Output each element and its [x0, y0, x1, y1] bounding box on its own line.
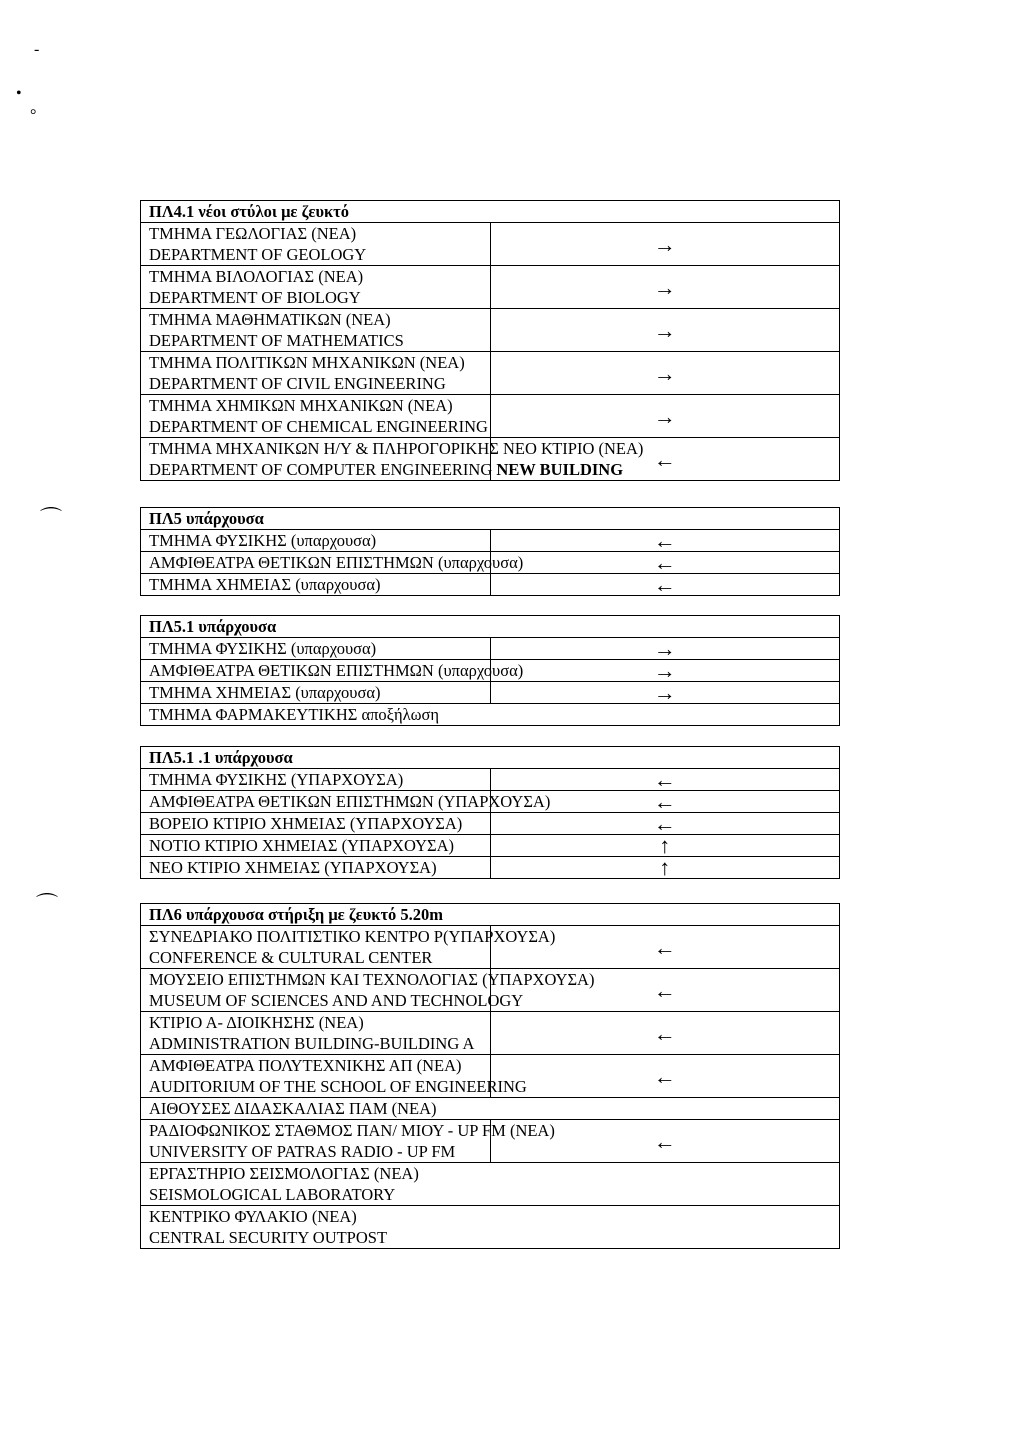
row-text: ΒΟΡΕΙΟ ΚΤΙΡΙΟ ΧΗΜΕΙΑΣ (ΥΠΑΡΧΟΥΣΑ): [141, 813, 491, 835]
arrow-left-icon: ←: [490, 1012, 840, 1055]
table-row: [141, 926, 840, 969]
row-text: ΤΜΗΜΑ ΧΗΜΕΙΑΣ (υπαρχουσα): [141, 574, 491, 596]
row-text: [141, 969, 595, 1012]
greek-name: ΚΕΝΤΡΙΚΟ ΦΥΛΑΚΙΟ (ΝΕΑ): [149, 1207, 357, 1226]
greek-name: ΕΡΓΑΣΤΗΡΙΟ ΣΕΙΣΜΟΛΟΓΙΑΣ (ΝΕΑ): [149, 1164, 419, 1183]
greek-name: ΚΤΙΡΙΟ Α- ΔΙΟΙΚΗΣΗΣ (ΝΕΑ): [149, 1013, 364, 1032]
english-name: CONFERENCE & CULTURAL CENTER: [149, 948, 433, 967]
table-row: [141, 969, 840, 1012]
row-text: ΤΜΗΜΑ ΦΥΣΙΚΗΣ (ΥΠΑΡΧΟΥΣΑ): [141, 769, 491, 791]
greek-name: ΡΑΔΙΟΦΩΝΙΚΟΣ ΣΤΑΘΜΟΣ ΠΑΝ/ ΜΙΟΥ - UP FM (ΝΕΑ): [149, 1121, 555, 1140]
english-name: DEPARTMENT OF CIVIL ENGINEERING: [149, 374, 446, 393]
row-text: ΑΜΦΙΘΕΑΤΡΑ ΘΕΤΙΚΩΝ ΕΠΙΣΤΗΜΩΝ (υπαρχουσα): [141, 660, 491, 682]
english-name: MUSEUM OF SCIENCES AND AND TECHNOLOGY: [149, 991, 524, 1010]
arrow-right-icon: →: [490, 660, 840, 682]
table-row: [141, 574, 840, 596]
table-row: [141, 813, 840, 835]
table-row: [141, 438, 840, 481]
greek-name: ΤΜΗΜΑ ΠΟΛΙΤΙΚΩΝ ΜΗΧΑΝΙΚΩΝ (ΝΕΑ): [149, 353, 465, 372]
arrow-left-icon: ←: [490, 1120, 840, 1163]
table-row: [141, 223, 840, 266]
arrow-left-icon: ←: [490, 791, 840, 813]
arrow-right-icon: →: [490, 682, 840, 704]
english-name: DEPARTMENT OF GEOLOGY: [149, 245, 367, 264]
table-row: [141, 1206, 840, 1249]
row-text: [141, 438, 644, 481]
scan-ring-mark: °: [30, 107, 37, 124]
table-row: [141, 1012, 840, 1055]
greek-name: ΤΜΗΜΑ ΒΙΛΟΛΟΓΙΑΣ (ΝΕΑ): [149, 267, 364, 286]
row-text: [141, 1120, 555, 1163]
bird-mark-icon: ⌒: [36, 892, 59, 917]
table-title: ΠΛ5.1 .1 υπάρχουσα: [141, 747, 840, 769]
arrow-right-icon: →: [490, 309, 840, 352]
greek-name: ΜΟΥΣΕΙΟ ΕΠΙΣΤΗΜΩΝ ΚΑΙ ΤΕΧΝΟΛΟΓΙΑΣ (ΥΠΑΡΧΟΥΣΑ): [149, 970, 595, 989]
arrow-right-icon: →: [490, 638, 840, 660]
greek-name: ΤΜΗΜΑ ΓΕΩΛΟΓΙΑΣ (ΝΕΑ): [149, 224, 357, 243]
greek-name: ΑΜΦΙΘΕΑΤΡΑ ΠΟΛΥΤΕΧΝΙΚΗΣ ΑΠ (ΝΕΑ): [149, 1056, 462, 1075]
arrow-left-icon: ←: [490, 552, 840, 574]
arrow-left-icon: ←: [490, 530, 840, 552]
table-pl5-1-1: [140, 746, 840, 879]
arrow-right-icon: →: [490, 395, 840, 438]
row-text: [141, 395, 491, 438]
arrow-left-icon: ←: [490, 813, 840, 835]
table-row: [141, 638, 840, 660]
table-row: [141, 769, 840, 791]
table-title: ΠΛ5.1 υπάρχουσα: [141, 616, 840, 638]
english-name-text: DEPARTMENT OF COMPUTER ENGINEERING: [149, 460, 493, 479]
table-pl6: [140, 903, 840, 1249]
table-row: [141, 352, 840, 395]
row-text: [141, 309, 491, 352]
greek-name: ΤΜΗΜΑ ΜΗΧΑΝΙΚΩΝ Η/Υ & ΠΛΗΡΟΓΟΡΙΚΗΣ ΝΕΟ ΚΤΙΡΙΟ (ΝΕΑ): [149, 439, 644, 458]
row-text: ΤΜΗΜΑ ΦΥΣΙΚΗΣ (υπαρχουσα): [141, 638, 491, 660]
scan-dash-mark: -: [34, 41, 40, 58]
arrow-left-icon: ←: [490, 926, 840, 969]
english-name: AUDITORIUM OF THE SCHOOL OF ENGINEERING: [149, 1077, 527, 1096]
arrow-right-icon: →: [490, 266, 840, 309]
row-text: ΤΜΗΜΑ ΦΑΡΜΑΚΕΥΤΙΚΗΣ αποξήλωση: [141, 704, 840, 726]
row-text: ΝΟΤΙΟ ΚΤΙΡΙΟ ΧΗΜΕΙΑΣ (ΥΠΑΡΧΟΥΣΑ): [141, 835, 491, 857]
arrow-left-icon: ←: [490, 969, 840, 1012]
row-text: ΑΜΦΙΘΕΑΤΡΑ ΘΕΤΙΚΩΝ ΕΠΙΣΤΗΜΩΝ (υπαρχουσα): [141, 552, 491, 574]
table-row: [141, 791, 840, 813]
row-text: [141, 1012, 491, 1055]
row-text: [141, 223, 491, 266]
row-text: [141, 1163, 840, 1206]
english-name: DEPARTMENT OF CHEMICAL ENGINEERING: [149, 417, 488, 436]
arrow-up-icon: ↑: [490, 835, 840, 857]
english-name: DEPARTMENT OF MATHEMATICS: [149, 331, 404, 350]
english-name: CENTRAL SECURITY OUTPOST: [149, 1228, 388, 1247]
greek-name: ΣΥΝΕΔΡΙΑΚΟ ΠΟΛΙΤΙΣΤΙΚΟ ΚΕΝΤΡΟ Ρ(ΥΠΑΡΧΟΥΣΑ): [149, 927, 556, 946]
row-text: ΑΜΦΙΘΕΑΤΡΑ ΘΕΤΙΚΩΝ ΕΠΙΣΤΗΜΩΝ (ΥΠΑΡΧΟΥΣΑ): [141, 791, 491, 813]
table-title: ΠΛ5 υπάρχουσα: [141, 508, 840, 530]
table-row: [141, 395, 840, 438]
table-pl5: [140, 507, 840, 596]
row-text: ΤΜΗΜΑ ΧΗΜΕΙΑΣ (υπαρχουσα): [141, 682, 491, 704]
table-row: [141, 1163, 840, 1206]
arrow-left-icon: ←: [490, 769, 840, 791]
scan-dot-mark: •: [16, 85, 22, 102]
row-text: [141, 352, 491, 395]
arrow-left-icon: ←: [490, 574, 840, 596]
arrow-right-icon: →: [490, 352, 840, 395]
english-name: ADMINISTRATION BUILDING-BUILDING A: [149, 1034, 475, 1053]
new-building-label: NEW BUILDING: [496, 460, 624, 479]
table-row: [141, 682, 840, 704]
table-row: [141, 857, 840, 879]
table-row: [141, 704, 840, 726]
english-name: SEISMOLOGICAL LABORATORY: [149, 1185, 396, 1204]
row-text: [141, 266, 491, 309]
arrow-left-icon: ←: [490, 438, 840, 481]
table-title: ΠΛ6 υπάρχουσα στήριξη με ζευκτό 5.20m: [141, 904, 840, 926]
row-text: [141, 1055, 527, 1098]
english-name: UNIVERSITY OF PATRAS RADIO - UP FM: [149, 1142, 456, 1161]
row-text: ΑΙΘΟΥΣΕΣ ΔΙΔΑΣΚΑΛΙΑΣ ΠΑΜ (ΝΕΑ): [141, 1098, 840, 1120]
row-text: [141, 1206, 840, 1249]
row-text: [141, 926, 556, 969]
table-title: ΠΛ4.1 νέοι στύλοι με ζευκτό: [141, 201, 840, 223]
table-row: [141, 266, 840, 309]
arrow-up-icon: ↑: [490, 857, 840, 879]
table-row: [141, 309, 840, 352]
english-name: [149, 459, 624, 480]
arrow-right-icon: →: [490, 223, 840, 266]
row-text: ΝΕΟ ΚΤΙΡΙΟ ΧΗΜΕΙΑΣ (ΥΠΑΡΧΟΥΣΑ): [141, 857, 491, 879]
table-row: [141, 1055, 840, 1098]
table-row: [141, 1120, 840, 1163]
row-text: ΤΜΗΜΑ ΦΥΣΙΚΗΣ (υπαρχουσα): [141, 530, 491, 552]
greek-name: ΤΜΗΜΑ ΧΗΜΙΚΩΝ ΜΗΧΑΝΙΚΩΝ (ΝΕΑ): [149, 396, 453, 415]
table-row: [141, 552, 840, 574]
table-row: [141, 660, 840, 682]
bird-mark-icon: ⌒: [40, 506, 63, 531]
arrow-left-icon: ←: [490, 1055, 840, 1098]
table-pl4-1: [140, 200, 840, 481]
greek-name: ΤΜΗΜΑ ΜΑΘΗΜΑΤΙΚΩΝ (ΝΕΑ): [149, 310, 391, 329]
table-row: [141, 1098, 840, 1120]
table-row: [141, 530, 840, 552]
english-name: DEPARTMENT OF BIOLOGY: [149, 288, 361, 307]
table-pl5-1: [140, 615, 840, 726]
table-row: [141, 835, 840, 857]
